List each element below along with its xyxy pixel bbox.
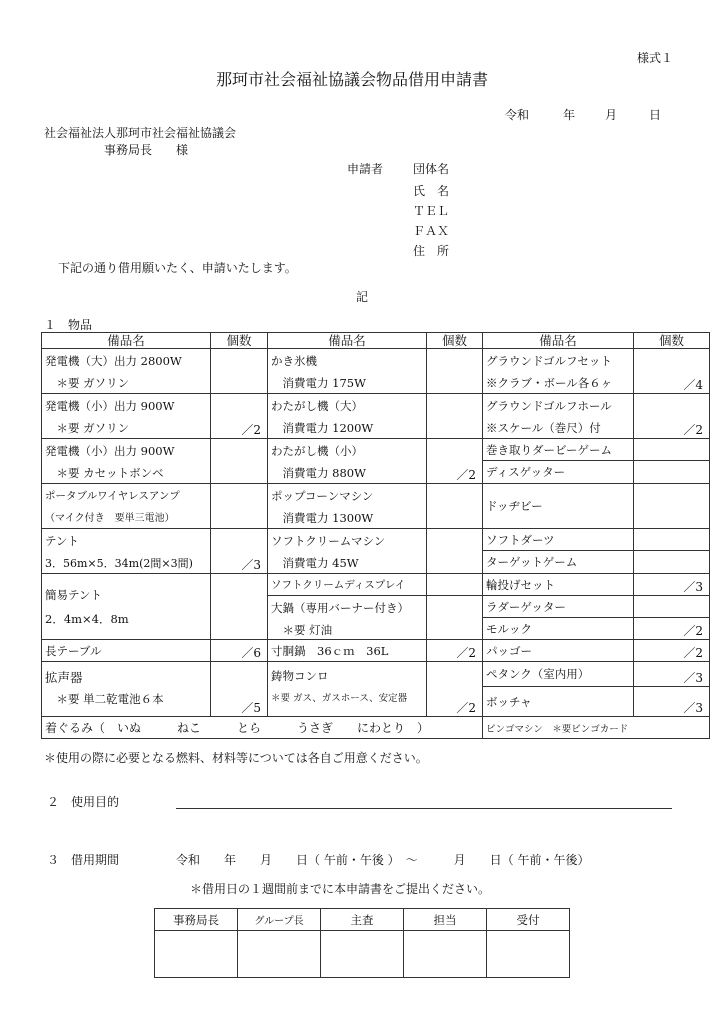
stamp-header: 担当 (404, 909, 487, 931)
item-cell: モルック (483, 618, 634, 640)
section-2-label: ２ 使用目的 (47, 795, 120, 809)
count-cell[interactable]: ／3 (634, 574, 710, 596)
fuel-note: ＊使用の際に必要となる燃料、材料等については各自ご用意ください。 (44, 751, 428, 765)
count-cell[interactable]: ／3 (634, 687, 710, 717)
items-table (41, 332, 710, 739)
count-cell[interactable] (427, 596, 483, 640)
stamp-box[interactable] (238, 931, 321, 978)
count-cell[interactable] (211, 574, 268, 640)
count-cell[interactable] (427, 529, 483, 574)
item-cell: グラウンドゴルフホール ※スケール（巻尺）付 (483, 394, 634, 439)
date-era: 令和 (505, 108, 530, 122)
item-cell: わたがし機（大） 消費電力 1200W (268, 394, 427, 439)
intro-text: 下記の通り借用願いたく、申請いたします。 (58, 261, 297, 275)
count-cell[interactable] (427, 349, 483, 394)
count-cell[interactable] (427, 574, 483, 596)
item-cell: わたがし機（小） 消費電力 880W (268, 439, 427, 484)
applicant-field-group: 団体名 (413, 162, 450, 176)
stamp-header: 主査 (321, 909, 404, 931)
count-cell[interactable] (634, 484, 710, 529)
count-cell[interactable]: ／2 (211, 394, 268, 439)
deadline-note: ＊借用日の１週間前までに本申請書をご提出ください。 (190, 882, 491, 896)
date-day: 日 (649, 108, 662, 122)
count-cell[interactable]: ／2 (634, 618, 710, 640)
header-name-3: 備品名 (483, 333, 634, 349)
item-cell: ディスゲッター (483, 461, 634, 484)
item-cell: 発電機（小）出力 900W ＊要 ガソリン (42, 394, 211, 439)
ki-mark: 記 (356, 290, 369, 304)
count-cell[interactable]: ／2 (427, 439, 483, 484)
item-cell: ポータブルワイヤレスアンプ （マイク付き 要単三電池） (42, 484, 211, 529)
item-cell: パッゴー (483, 640, 634, 662)
section-1-label: １ 物品 (44, 318, 93, 332)
item-cell: ペタンク（室内用） (483, 662, 634, 687)
item-cell: 発電機（小）出力 900W ＊要 カセットボンベ (42, 439, 211, 484)
item-cell: 鋳物コンロ ＊要 ガス、ガスホース、安定器 (268, 662, 427, 717)
purpose-input-line[interactable] (176, 808, 672, 809)
count-cell[interactable]: ／3 (634, 662, 710, 687)
count-cell[interactable] (634, 596, 710, 618)
item-cell: 拡声器 ＊要 単二乾電池６本 (42, 662, 211, 717)
applicant-label: 申請者 (347, 162, 384, 176)
date-line (505, 106, 661, 123)
kigurumi-row: 着ぐるみ（ いぬ ねこ とら うさぎ にわとり ） (42, 717, 483, 739)
count-cell[interactable]: ／2 (634, 640, 710, 662)
count-cell[interactable] (427, 394, 483, 439)
item-cell: ソフトダーツ (483, 529, 634, 551)
addressee-person: 事務局長 様 (104, 143, 189, 157)
count-cell[interactable]: ／5 (211, 662, 268, 717)
stamp-box[interactable] (155, 931, 238, 978)
stamp-box[interactable] (404, 931, 487, 978)
item-cell: 発電機（大）出力 2800W ＊要 ガソリン (42, 349, 211, 394)
count-cell[interactable] (427, 484, 483, 529)
applicant-field-name: 氏 名 (413, 184, 450, 198)
header-count-1: 個数 (211, 333, 268, 349)
count-cell[interactable]: ／6 (211, 640, 268, 662)
addressee-org: 社会福祉法人那珂市社会福祉協議会 (44, 126, 237, 140)
date-month: 月 (605, 108, 618, 122)
count-cell[interactable] (634, 461, 710, 484)
count-cell[interactable] (634, 551, 710, 574)
count-cell[interactable] (211, 349, 268, 394)
page-title: 那珂市社会福祉協議会物品借用申請書 (216, 70, 489, 89)
item-cell: ドッヂビー (483, 484, 634, 529)
item-cell: ポップコーンマシン 消費電力 1300W (268, 484, 427, 529)
item-cell: 巻き取りダービーゲーム (483, 439, 634, 461)
item-cell: ソフトクリームマシン 消費電力 45W (268, 529, 427, 574)
stamp-header: 受付 (487, 909, 570, 931)
item-cell: 大鍋（専用バーナー付き） ＊要 灯油 (268, 596, 427, 640)
item-cell: ターゲットゲーム (483, 551, 634, 574)
applicant-field-fax: ＦＡＸ (413, 224, 450, 238)
count-cell[interactable]: ／2 (634, 394, 710, 439)
applicant-field-tel: ＴＥＬ (413, 204, 450, 218)
header-count-2: 個数 (427, 333, 483, 349)
header-name-1: 備品名 (42, 333, 211, 349)
item-cell: 寸胴鍋 36ｃｍ 36L (268, 640, 427, 662)
count-cell[interactable]: ／3 (211, 529, 268, 574)
count-cell[interactable] (634, 529, 710, 551)
date-year: 年 (563, 108, 576, 122)
count-cell[interactable] (634, 439, 710, 461)
form-number: 様式１ (637, 51, 674, 65)
bingo-row: ビンゴマシン ＊要ビンゴカード (483, 717, 710, 739)
stamp-box[interactable] (321, 931, 404, 978)
stamp-header: グループ長 (238, 909, 321, 931)
applicant-field-address: 住 所 (413, 244, 450, 258)
header-name-2: 備品名 (268, 333, 427, 349)
item-cell: 長テーブル (42, 640, 211, 662)
item-cell: 輪投げセット (483, 574, 634, 596)
item-cell: ソフトクリームディスプレイ (268, 574, 427, 596)
count-cell[interactable]: ／2 (427, 662, 483, 717)
item-cell: グラウンドゴルフセット ※クラブ・ボール各６ヶ (483, 349, 634, 394)
count-cell[interactable]: ／2 (427, 640, 483, 662)
count-cell[interactable] (211, 439, 268, 484)
stamp-header: 事務局長 (155, 909, 238, 931)
header-count-3: 個数 (634, 333, 710, 349)
item-cell: ボッチャ (483, 687, 634, 717)
item-cell: かき氷機 消費電力 175W (268, 349, 427, 394)
count-cell[interactable] (211, 484, 268, 529)
section-3-label: ３ 借用期間 (47, 853, 120, 867)
item-cell: テント 3．56m×5．34m(2間×3間) (42, 529, 211, 574)
item-cell: ラダーゲッター (483, 596, 634, 618)
stamp-box[interactable] (487, 931, 570, 978)
period-text[interactable]: 令和 年 月 日（ 午前・午後 ） ～ 月 日（ 午前・午後） (176, 853, 590, 867)
count-cell[interactable]: ／4 (634, 349, 710, 394)
approval-stamp-table (154, 908, 570, 978)
item-cell: 簡易テント 2．4m×4．8m (42, 574, 211, 640)
